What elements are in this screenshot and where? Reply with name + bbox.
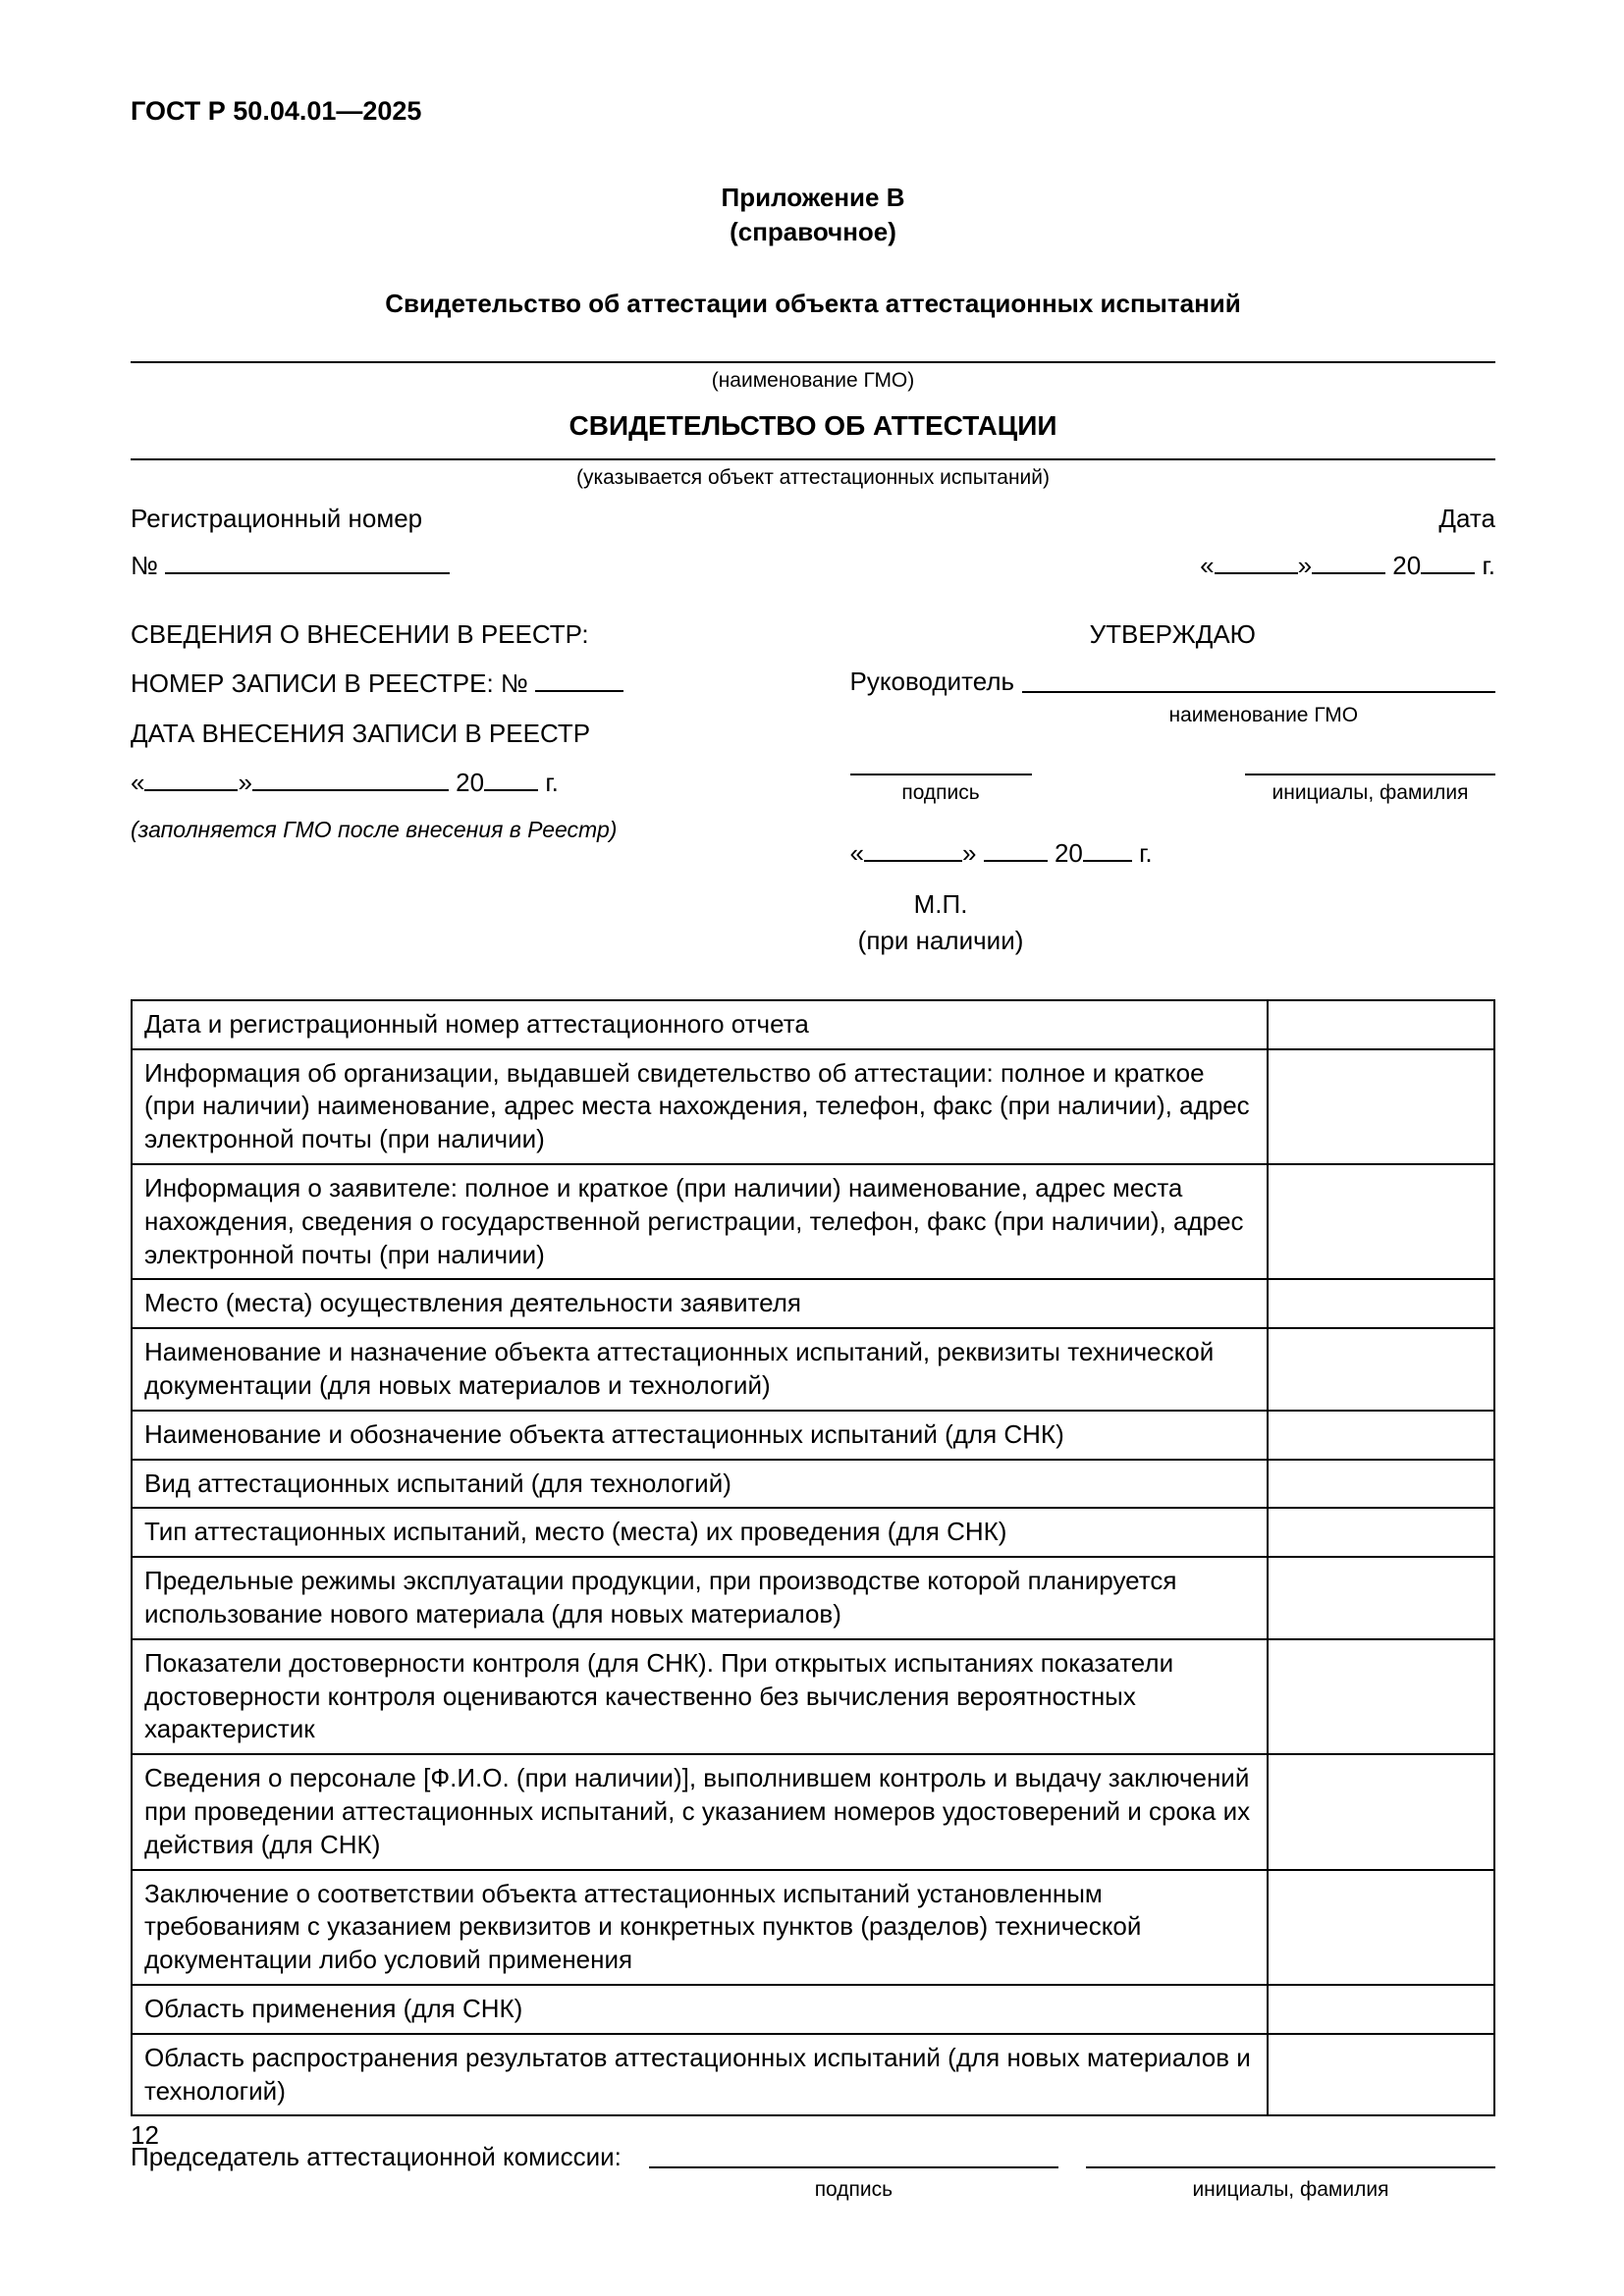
row-value-cell (1268, 1870, 1494, 1985)
approval-section (850, 617, 1495, 960)
row-label: Предельные режимы эксплуатации продукции, при производстве которой планируется использование нового материала (для новых материалов) (132, 1557, 1268, 1639)
row-value-cell (1268, 1754, 1494, 1869)
row-label: Информация о заявителе: полное и краткое (при наличии) наименование, адрес места нахождения, сведения о государственной регистрации, телефон, факс (при наличии), адрес электронной почты (при наличии) (132, 1164, 1268, 1279)
day-blank-line (144, 787, 238, 791)
table-row (132, 2034, 1494, 2116)
date-label: Дата (1438, 503, 1495, 533)
row-label: Заключение о соответствии объекта аттестационных испытаний установленным требованиям с указанием реквизитов и конкретных пунктов (разделов) технической документации либо условий применения (132, 1870, 1268, 1985)
row-label: Область распространения результатов аттестационных испытаний (для новых материалов и технологий) (132, 2034, 1268, 2116)
day-blank-line (1215, 570, 1298, 574)
month-blank-line (984, 858, 1048, 862)
century-prefix: 20 (1392, 550, 1422, 580)
registry-date-line (131, 766, 758, 799)
year-suffix: г. (1482, 550, 1495, 580)
quote-close: » (238, 768, 252, 798)
month-blank-line (1312, 570, 1385, 574)
attestation-table-body (132, 1000, 1494, 2116)
chairman-signature-blank-line (649, 2162, 1058, 2168)
row-value-cell (1268, 1049, 1494, 1164)
table-row (132, 1164, 1494, 1279)
quote-close: » (1297, 550, 1313, 580)
row-label: Дата и регистрационный номер аттестационного отчета (132, 1000, 1268, 1049)
head-label: Руководитель (849, 667, 1015, 697)
chairman-initials-caption: инициалы, фамилия (1192, 2177, 1389, 2201)
table-row (132, 1279, 1494, 1328)
row-label: Наименование и назначение объекта аттестационных испытаний, реквизиты технической документации (для новых материалов и технологий) (132, 1328, 1268, 1411)
row-value-cell (1268, 2034, 1494, 2116)
registration-number-label: Регистрационный номер (131, 503, 423, 533)
row-label: Наименование и обозначение объекта аттестационных испытаний (для СНК) (132, 1411, 1268, 1460)
appendix-title: Свидетельство об аттестации объекта аттестационных испытаний (385, 288, 1241, 318)
approval-date-line (850, 836, 1495, 870)
approval-signature-row (850, 744, 1495, 807)
registry-heading: СВЕДЕНИЯ О ВНЕСЕНИИ В РЕЕСТР: (131, 619, 589, 650)
year-blank-line (1083, 858, 1132, 862)
quote-close: » (962, 838, 977, 869)
day-blank-line (864, 858, 962, 862)
signature-column (850, 744, 1032, 807)
number-line (131, 549, 450, 582)
initials-caption: инициалы, фамилия (1272, 781, 1469, 805)
row-label: Область применения (для СНК) (132, 1985, 1268, 2034)
row-label: Вид аттестационных испытаний (для технологий) (132, 1460, 1268, 1509)
row-value-cell (1268, 1460, 1494, 1509)
row-value-cell (1268, 1411, 1494, 1460)
registry-record-date-label: ДАТА ВНЕСЕНИЯ ЗАПИСИ В РЕЕСТР (131, 718, 591, 748)
certificate-title: СВИДЕТЕЛЬСТВО ОБ АТТЕСТАЦИИ (568, 409, 1057, 441)
century-prefix: 20 (1054, 838, 1083, 869)
table-row (132, 1870, 1494, 1985)
stamp-block (850, 886, 1032, 960)
gmo-name-caption: (наименование ГМО) (711, 369, 915, 393)
initials-column (1245, 744, 1495, 807)
quote-open: « (131, 768, 145, 798)
registry-record-number-blank (535, 688, 623, 692)
table-row (132, 1328, 1494, 1411)
registry-note: (заполняется ГМО после внесения в Реестр) (131, 817, 618, 843)
approval-gmo-name-caption: наименование ГМО (1168, 703, 1359, 726)
row-value-cell (1268, 1508, 1494, 1557)
table-row (132, 1460, 1494, 1509)
chairman-initials-blank-line (1086, 2162, 1495, 2168)
row-label: Показатели достоверности контроля (для СНК). При открытых испытаниях показатели достоверности контроля оцениваются качественно без вычисления вероятностных характеристик (132, 1639, 1268, 1754)
page-number: 12 (131, 2120, 159, 2150)
approval-heading: УТВЕРЖДАЮ (1089, 619, 1256, 650)
attestation-table (131, 999, 1495, 2117)
year-blank-line (484, 787, 538, 791)
table-row (132, 1754, 1494, 1869)
appendix-label: Приложение В (721, 182, 905, 212)
stamp-abbr: М.П. (913, 888, 968, 919)
row-value-cell (1268, 1279, 1494, 1328)
quote-open: « (849, 838, 864, 869)
row-value-cell (1268, 1000, 1494, 1049)
year-blank-line (1421, 570, 1475, 574)
number-blank-line (165, 570, 450, 574)
table-row (132, 1508, 1494, 1557)
registry-record-number (131, 667, 758, 700)
gost-standard-header: ГОСТ Р 50.04.01—2025 (131, 96, 422, 126)
initials-blank-line (1245, 744, 1495, 775)
chairman-label: Председатель аттестационной комиссии: (131, 2142, 622, 2172)
row-label: Тип аттестационных испытаний, место (места) их проведения (для СНК) (132, 1508, 1268, 1557)
year-suffix: г. (1139, 838, 1153, 869)
year-suffix: г. (545, 768, 559, 798)
quote-open: « (1200, 550, 1215, 580)
table-row (132, 1049, 1494, 1164)
month-blank-line (252, 787, 449, 791)
registry-section (131, 617, 758, 960)
table-row (132, 1639, 1494, 1754)
row-value-cell (1268, 1639, 1494, 1754)
number-sign: № (131, 550, 158, 580)
row-label: Место (места) осуществления деятельности заявителя (132, 1279, 1268, 1328)
signature-blank-line (850, 744, 1032, 775)
row-value-cell (1268, 1328, 1494, 1411)
century-prefix: 20 (456, 768, 485, 798)
row-label: Информация об организации, выдавшей свидетельство об аттестации: полное и краткое (при наличии) наименование, адрес места нахождения, телефон, факс (при наличии), адрес электронной почты (при наличии) (132, 1049, 1268, 1164)
registry-record-number-label: НОМЕР ЗАПИСИ В РЕЕСТРЕ: № (131, 668, 528, 699)
row-value-cell (1268, 1557, 1494, 1639)
table-row (132, 1411, 1494, 1460)
head-name-row (850, 665, 1495, 698)
row-label: Сведения о персонале [Ф.И.О. (при наличии)], выполнившем контроль и выдачу заключений при проведении аттестационных испытаний, с указанием номеров удостоверений и срока их действия (для СНК) (132, 1754, 1268, 1869)
table-row (132, 1985, 1494, 2034)
signature-caption: подпись (901, 781, 980, 805)
chairman-signature-caption: подпись (814, 2177, 893, 2201)
table-row (132, 1557, 1494, 1639)
head-name-fill-line (1022, 686, 1495, 693)
stamp-note: (при наличии) (857, 926, 1024, 956)
certificate-date-line (1200, 549, 1495, 582)
object-caption: (указывается объект аттестационных испытаний) (576, 465, 1050, 489)
table-row (132, 1000, 1494, 1049)
row-value-cell (1268, 1985, 1494, 2034)
appendix-type: (справочное) (730, 216, 896, 246)
chairman-signature-block (131, 2140, 1495, 2203)
row-value-cell (1268, 1164, 1494, 1279)
